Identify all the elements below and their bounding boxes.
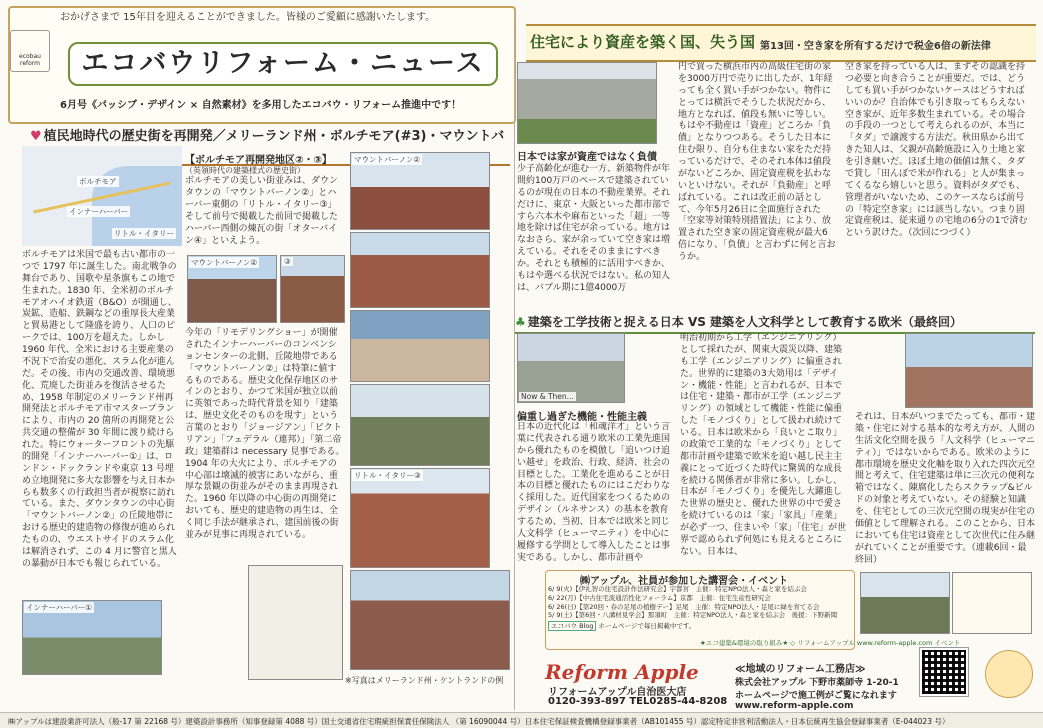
map-label: インナーハーバー: [69, 207, 129, 216]
facade-drawing: [248, 565, 343, 680]
events-ticker: ★エコ建築&環境の取り組み★ ◇ リフォームアップル www.reform-apple.com イベント: [700, 639, 961, 647]
events-note: ホームページで毎日掲載中です。: [598, 622, 696, 631]
photo-caption: ③: [284, 257, 291, 266]
architecture-column-b: 明治初期から工学（エンジニアリング）として採れたが、関東大震災以降、建築も工学（エンジニアリング）に偏重された。世界的に建築の3大効用は「デザイン・機能・性能」と言われるが、日本では住宅・建築・都市が工学（エンジニアリング）の領域として機能・性能に偏重した「モノづくり」として扱われ続けている。日本は欧米から「良いとこ取り」の政策で工業的な「モノづくり」として都市計画や建築で欧米を追い越し民主主義にとって近づくた時代に驚異的な成長を続ける関係者が非常に多い。しかし、日本が「モノづくり」を優先し大躍進した世界の歴史と、優れた世界の中で愛さを続けているのは「家」「家具」「産業」が必ず一つ、住まいや「家」「住宅」が世界で認められず何処にも見えるところにない。日本は、: [680, 333, 847, 557]
company-note: ホームページで施工例がご覧になれます: [735, 691, 897, 701]
column-divider: [514, 10, 515, 710]
baltimore-column-2: [185, 151, 345, 248]
greeting-text: おかげさまで 15年目を迎えることができました。皆様のご愛顧に感謝いたします。: [60, 12, 436, 23]
baltimore-map: [22, 146, 182, 246]
event-item: 6/ 26(日)【第20回・春の足尾の植樹デー】足尾 主催：特定NPO法人・足尾に緑を育てる会: [548, 602, 820, 611]
qr-code[interactable]: [920, 648, 968, 696]
assets-column-c: 空き家を持っている人は、まずその認識を持つ必要と向き合うことが重要だ。では、どうしても買い手がつかないケースはどうすればいいのか？自治体でも引き取ってもらえない空き家が、近年多数生まれている。その場合の手段の一つとして考えられるのが、本当に「タダ」で譲渡する方法だ。秋田県から出てきた知人は、父親が高齢施設に入り土地と家を引き継いだ。ほぼ土地の価値は無く、タダで貸し「田んぼで米が作れる」と人が集まってくるなら嬉しいと思う。資料がタダでも、管理者がいないため、このケースならば前号の「特定空き家」には該当しない。つまり固定資産税は、従来通りの宅地の6分の1で済むという訳けた。（次回につづく）: [845, 62, 1028, 239]
photo-caption: マウントバーノン②: [354, 155, 421, 164]
redevelopment-text: ボルチモアの美しい街並みは、ダウンタウンの「マウントバーノン②」とハーバー東側の「リトル・イタリー③」そして前号で掲載した前回で掲載したハーバー西側の煉瓦の街「オターバイン④」といえよう。: [185, 176, 339, 246]
little-italy-street-photo: [350, 468, 490, 568]
company-info: [735, 660, 925, 711]
ecobau-logo: ecobau reform: [10, 30, 50, 72]
shop-phone: 0120-393-897 TEL0285-44-8208: [548, 696, 728, 707]
rowhouse-photo: [350, 232, 490, 308]
park-street-photo: [350, 384, 490, 466]
clover-icon: ♣: [515, 315, 526, 329]
shop-header: ≪地域のリフォーム工務店≫: [735, 664, 866, 675]
reform-apple-logo: Reform Apple: [545, 660, 699, 684]
event-item: 6/ 9(火)【伊礼智の住宅設計作法研究会】宇都宮 主催：特定NPO法人・森と家を結ぶ会: [548, 585, 807, 593]
city-photo: [517, 333, 625, 403]
redevelopment-title: 【ボルチモア再開発地区②・③】: [185, 155, 332, 166]
event-flyer: [952, 572, 1032, 634]
shop-name: リフォームアップル自治医大店: [548, 687, 687, 698]
photo-label: Now & Then...: [521, 392, 574, 401]
assets-subheading: 第13回・空き家を所有するだけで税金6倍の新法律: [760, 41, 991, 52]
housing-aerial-photo: [517, 62, 657, 144]
mount-vernon-photo: [187, 255, 277, 323]
assets-column-a: 少子高齢化が進む一方、新築物件が年間約100万戸のペースで建築されているのが現在の日本の不動産業界。それだけに、東京・大阪といった都市部ですら六本木や麻布といった「超」一等地を除けば住宅が余っている。地方はなおさら、家が余っていて空き家は増えている。それをそのままにすべきか。それとも積極的に活用すべきか、もはや選べる状況ではない。私の知人は、バブル期に1億4000万: [517, 164, 671, 293]
architecture-heading-text: 建築を工学技術と捉える日本 VS 建築を人文科学として教育する欧米（最終回）: [527, 315, 963, 329]
architecture-caption: 偏重し過ぎた機能・性能主義: [517, 412, 647, 423]
company-address: 株式会社アップル 下野市薬師寺 1-20-1: [735, 678, 899, 688]
inner-harbor-photo: [22, 600, 162, 675]
photo-caption: インナーハーバー①: [26, 603, 92, 612]
event-item: 5/ 9(土)【第6回・八溝材見学会】那須町 主催：特定NPO法人・森と家を結ぶ会 後援：下野新聞: [548, 611, 838, 620]
map-label: ボルチモア: [79, 177, 117, 186]
blog-badge: エコバウ Blog: [548, 621, 596, 631]
assets-heading: 住宅により資産を築く国、失う国: [530, 33, 756, 51]
heart-icon: ♥: [30, 129, 42, 144]
company-url[interactable]: www.reform-apple.com: [735, 701, 854, 711]
event-group-photo: [860, 572, 950, 634]
photo-note: ※写真はメリーランド州・ケントランドの例: [345, 676, 504, 685]
church-photo: [350, 310, 490, 382]
assets-photo-caption: 日本では家が資産ではなく負債: [517, 152, 657, 163]
architecture-heading: [515, 313, 1035, 334]
event-item: 6/ 22(月)【中古住宅流通活性化フォーラム】京都 主催：住宅生産性研究会: [548, 593, 771, 602]
european-house-photo: [905, 333, 1033, 408]
newsletter-subtitle: 6月号《パッシブ・デザイン × 自然素材》を多用したエコバウ・リフォーム推進中です！: [60, 100, 462, 111]
events-list: [548, 585, 853, 631]
assets-column-b: 円で買った横浜市内の高級住宅街の家を3000万円で売りに出したが、1年経っても全く買い手がつかない。物件にとっては横浜でそうした状況だから、地方となれば、値段も無いに等しい。もはや不動産は「資産」どころか「負債」となりつつある。そうした日本に住む限り、自分も住まない家をただ持っているだけで、そのそれ本体は値段がないどころか、固定資産税を払わないといけない。それが「負動産」と呼ばれている。これは改正前の話として、今年5月26日に全面施行された「空家等対策特別措置法」により、放置された空き家の固定資産税が最大6倍になり、「負債」と言わずに何と言おうか。: [678, 62, 836, 262]
mount-vernon-street-photo: [350, 152, 490, 230]
architecture-column-c: それは、日本がいつまでたっても、都市・建築・住宅に対する基本的な考え方が、人間の生活文化空間を扱う「人文科学（ヒューマニティ）」ではないからである。欧米のように都市環境を歴史文化軸を取り入れた四次元空間と考えて、住宅建築は単に三次元の便利な箱ではなく、陳腐化したらスクラップ&ビルドの対象と考えていない。その経験と知識を、住宅としての三次元空間の現実が住宅の価値として理解される。このことから、日本においても住宅は資産として次世代に住み継がれていくことが重要です。（連載6回・最終回）: [855, 412, 1035, 565]
corner-building-photo: [350, 570, 510, 670]
map-label: リトル・イタリー: [114, 229, 174, 238]
mascot-illustration: [985, 650, 1033, 698]
photo-caption: マウントバーノン②: [191, 258, 258, 267]
footer-registration: ㈱アップルは建設業許可法人（般-17 第 22168 号）建築設計事務所（知事登録第 4088 号）国土交通省住宅瑕疵担保責任保険法人 （第 16090044 号）日本住宅保証検査機構登録事業者（AB101455 号）認定特定非営利活動法人・日本伝統再生協会登録事業者（E-044023 号）: [0, 712, 1043, 728]
photo-caption: リトル・イタリー③: [354, 471, 421, 480]
baltimore-column-1: ボルチモアは米国で最も古い都市の一つで 1797 年に誕生した。南北戦争の舞台であり、国歌や星条旗もこの地で生まれた。1830 年、全米初のボルチモアオハイオ鉄道（B&O）が開通し、炭鉱、造船、鉄鋼などの重厚長大産業と貿易港として隆盛を誇り、人口のピークでは、100万を超えた。しかし 1960 年代、全米における主要産業の不況下で治安の悪化、スラム化が進んだ。その後、市内の交通改善、環境悪化、荒廃した街並みを復活させるため、1958 年制定のメリーランド州再開発法とボルチモア市マスタープランにより、市内の 20 箇所の再開発と公共交通の整備が 30 年間に渡り続けられた。特にウォーターフロントの先駆的開発「インナーハーバー①」は、ロンドン・ドックランドや東京 13 号埋め立地開発に多大な影響を与え日本からも数多くの行政担当者が視察に訪れている。また、ダウンタウンの中心街「マウントバーノン②」の丘陵地帯における歴史的建造物の修復が進められたものの、ウエストサイドのスラム化は解消されず、この 4 月に警官と黒人の暴動が日本でも報じられている。: [22, 250, 177, 569]
mount-vernon-text: 今年の「リモデリングショー」が開催されたインナーハーバーのコンベンションセンターの北側、丘陵地帯である「マウントバーノン②」は特筆に値するものである。歴史文化保存地区のサインのとおり、かつて米国が独立以前に英領であった時代背景を知り「建築は、歴史文化そのものを現す」という言葉のとおり「ジョージアン」「ビクトリアン」「フェデラル（連邦）」「第二帝政」建築群は necessary 見事である。1904 年の大火により、ボルチモアの中心部は壊滅的被害にあいながら、重厚な景観の街並みがそのまま再現された。1960 年以降の中心街の再開発においても、歴史的建造物の再生は、全く同じ手法が継承され、建国前後の街並みが見事に再現されている。: [185, 328, 345, 540]
baltimore-heading-text: 植民地時代の歴史街を再開発／メリーランド州・ボルチモア(#3)・マウントバ: [43, 129, 505, 144]
little-italy-photo: [280, 255, 345, 323]
newsletter-title: エコバウリフォーム・ニュース: [68, 42, 498, 86]
events-title: ㈱アップル、社員が参加した講習会・イベント: [580, 576, 789, 587]
redevelopment-subtitle: （英領時代の建築様式の歴史街）: [185, 166, 305, 175]
architecture-column-a: 日本の近代化は「和魂洋才」という言葉に代表される通り欧米の工業先進国から優れたものを模倣し「追いつけ追い越せ」を政治、行政、経済、社会の目標とした。工業化を進めることが日本の目標と優れたものにはこだわりなく採用した。近代国家をつくるためのデザイン（ルネサンス）の基本を教育するため、当初、日本では欧米と同じ人文科学（ヒューマニティ）を中心に履修する学問として導入したことは事実である。しかし、都市計画や: [517, 422, 671, 563]
